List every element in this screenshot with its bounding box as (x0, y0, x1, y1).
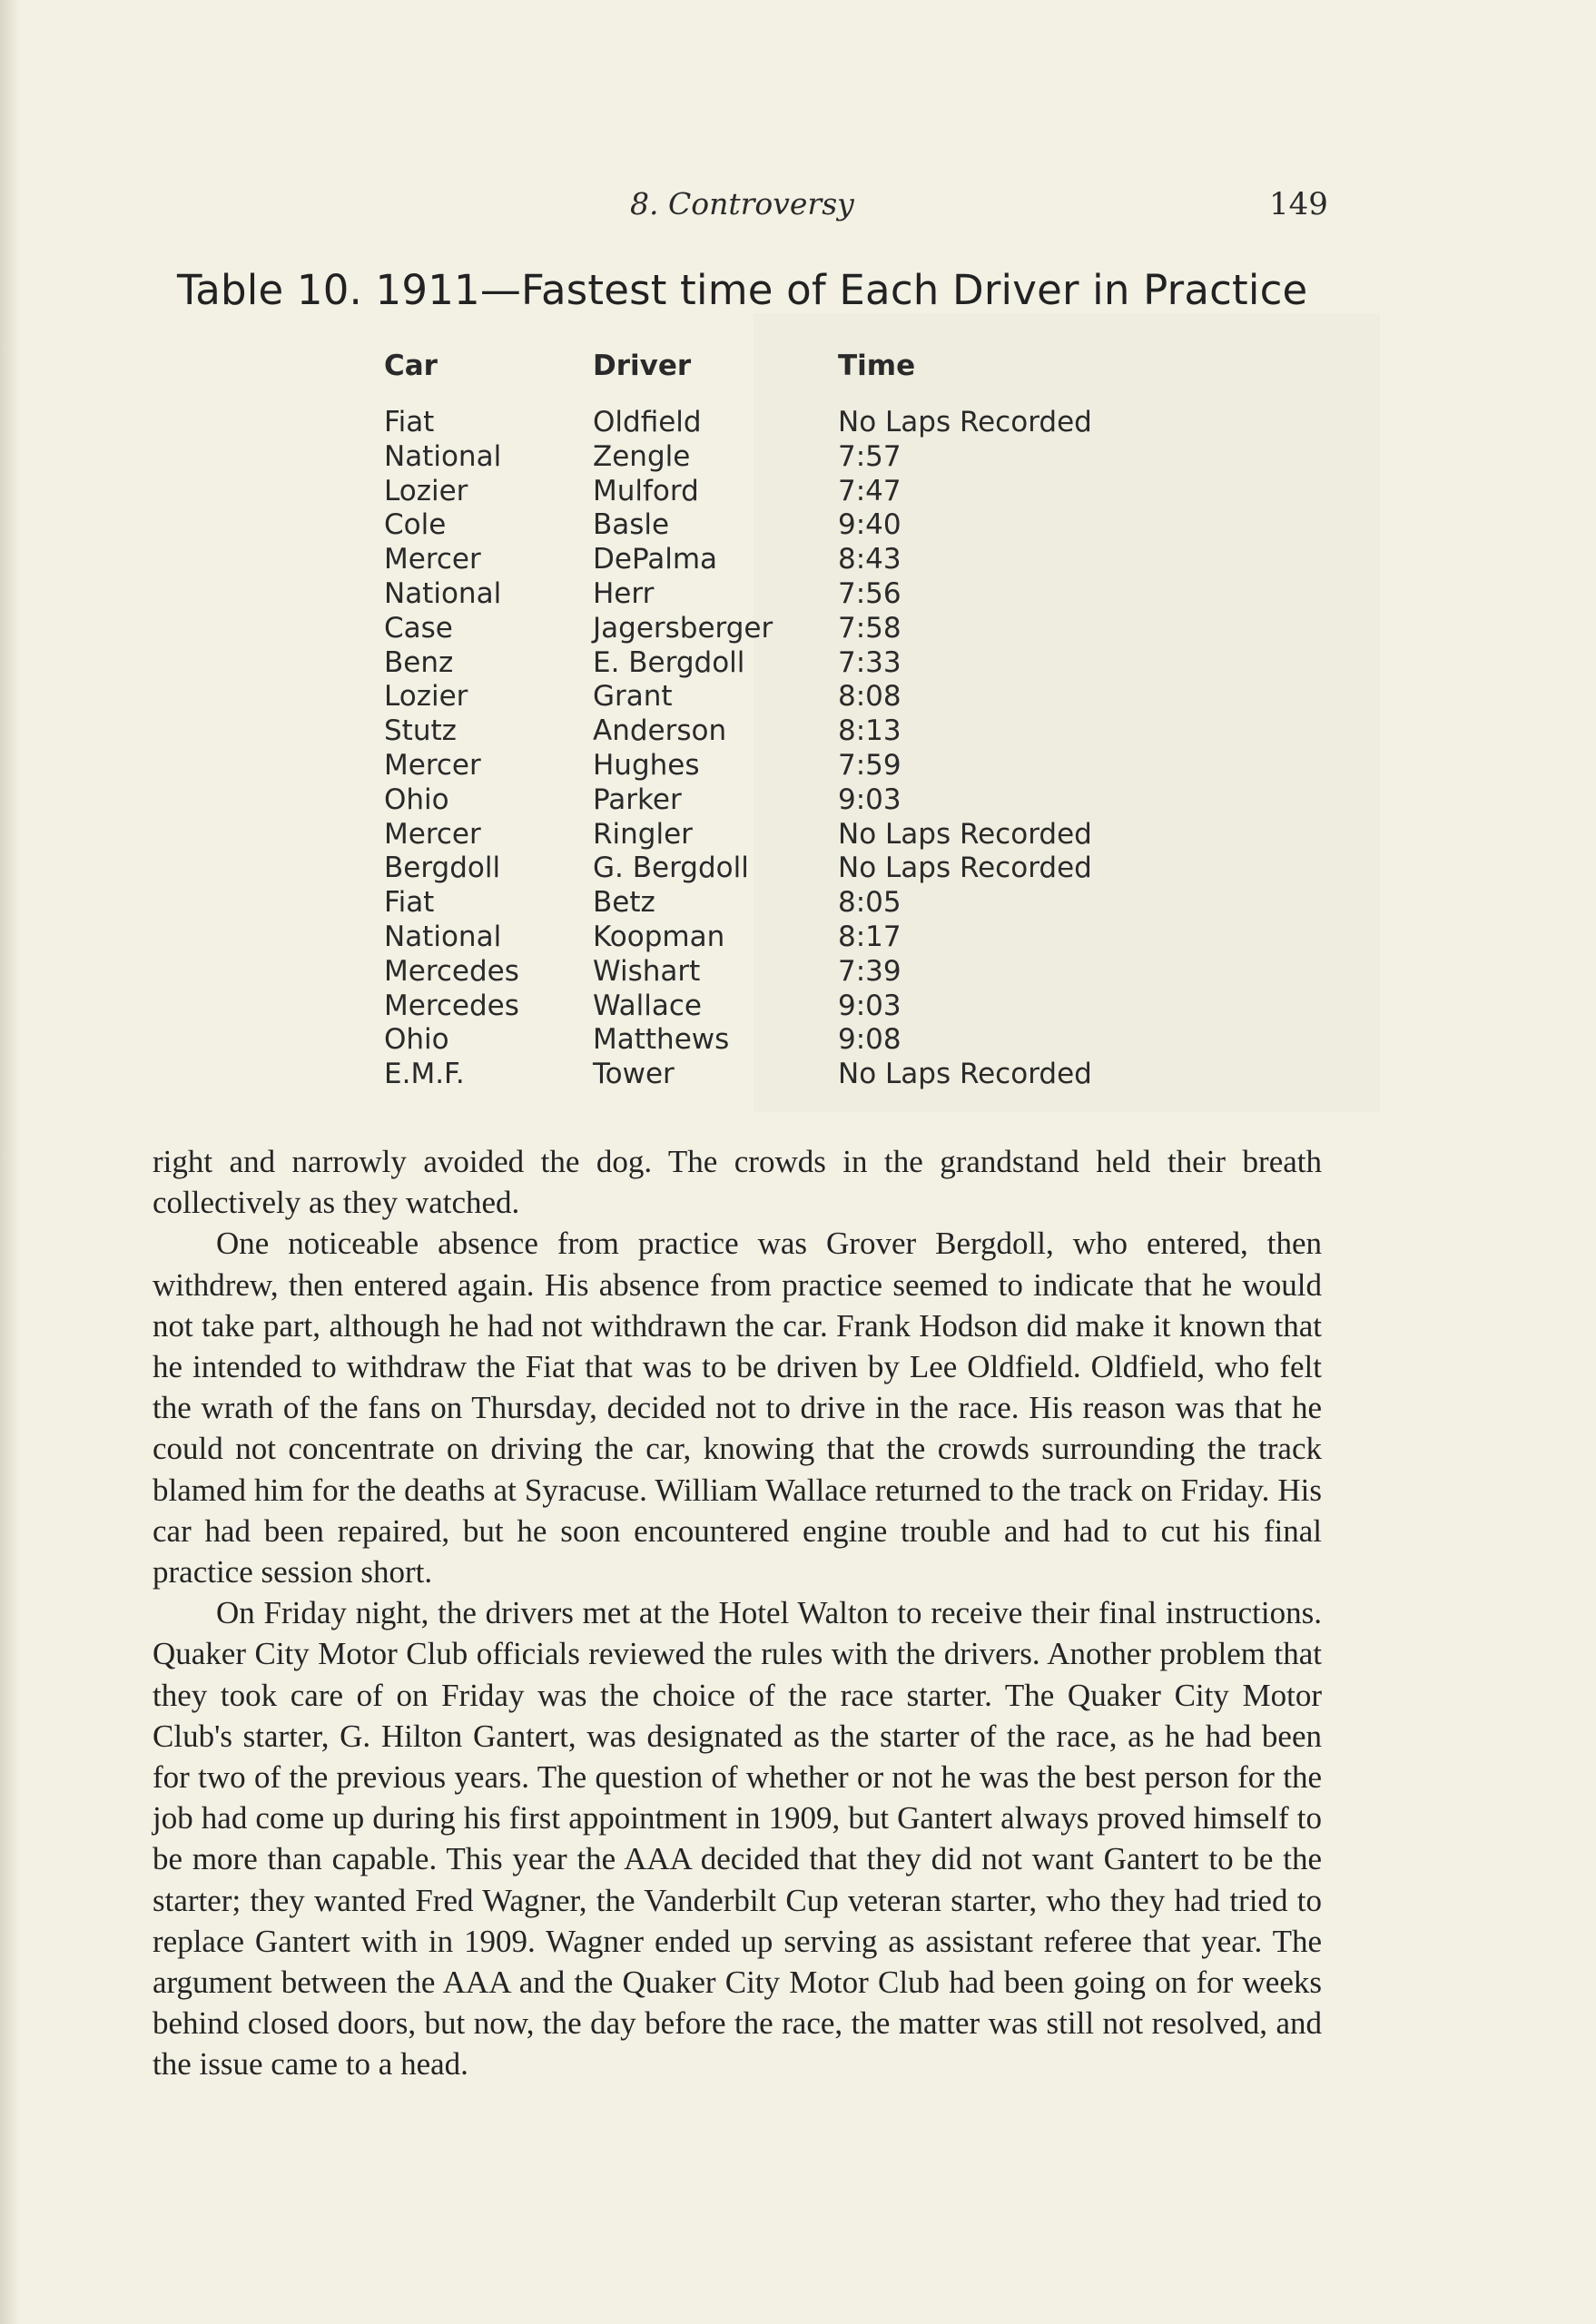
time-cell: No Laps Recorded (838, 1058, 1092, 1091)
column-header-car: Car (384, 350, 438, 382)
car-cell: Cole (384, 508, 447, 542)
car-cell: Ohio (384, 783, 449, 816)
driver-cell: Parker (593, 783, 682, 816)
time-cell: No Laps Recorded (838, 817, 1092, 851)
table-row (384, 577, 1110, 612)
running-head (0, 186, 1596, 231)
car-cell: Mercedes (384, 989, 519, 1022)
time-cell: 8:13 (838, 714, 901, 748)
driver-cell: Wallace (593, 989, 703, 1022)
driver-cell: Zengle (593, 439, 691, 473)
driver-cell: Koopman (593, 920, 725, 953)
car-cell: Mercer (384, 817, 481, 851)
page-number: 149 (1269, 186, 1328, 222)
time-cell: 9:03 (838, 989, 901, 1022)
table-row (384, 612, 1110, 646)
driver-cell: Grant (593, 680, 673, 714)
table-body (384, 406, 1110, 1092)
driver-cell: E. Bergdoll (593, 645, 745, 679)
driver-cell: Ringler (593, 817, 693, 851)
driver-cell: Wishart (593, 954, 701, 988)
car-cell: National (384, 576, 502, 610)
table-row (384, 921, 1110, 955)
time-cell: 8:08 (838, 680, 901, 714)
time-cell: 9:03 (838, 783, 901, 816)
body-text (153, 1141, 1322, 2085)
car-cell: Mercedes (384, 954, 519, 988)
driver-cell: G. Bergdoll (593, 852, 749, 885)
time-cell: 7:59 (838, 748, 901, 782)
table-row (384, 440, 1110, 475)
time-cell: 7:57 (838, 439, 901, 473)
car-cell: Lozier (384, 680, 468, 714)
time-cell: 9:08 (838, 1023, 901, 1057)
paragraph: On Friday night, the drivers met at the Hotel Walton to receive their final instructions. Quaker City Motor Club officials reviewed the rules with the drivers. Another problem that they took care of on Friday was the choice of the race starter. The Quaker City Motor Club's starter, G. Hilton Gantert, was designated as the starter of the race, as he had been for two of the previous years. The question of whether or not he was the best person for the job had come up during his first appointment in 1909, but Gantert always proved himself to be more than capable. This year the AAA decided that they did not want Gantert to be the starter; they wanted Fred Wagner, the Vanderbilt Cup veteran starter, who they had tried to replace Gantert with in 1909. Wagner ended up serving as assistant referee that year. The argument between the AAA and the Quaker City Motor Club had been going on for weeks behind closed doors, but now, the day before the race, the matter was still not resolved, and the issue came to a head. (153, 1595, 1322, 2083)
car-cell: National (384, 439, 502, 473)
car-cell: E.M.F. (384, 1058, 465, 1091)
table-row (384, 680, 1110, 714)
time-cell: 9:40 (838, 508, 901, 542)
page-gutter-shadow (0, 0, 20, 2324)
driver-cell: Hughes (593, 748, 700, 782)
paragraph-continued: right and narrowly avoided the dog. The crowds in the grandstand held their breath collectively as they watched. (153, 1144, 1322, 1221)
time-cell: 7:58 (838, 611, 901, 645)
table-row (384, 955, 1110, 990)
car-cell: Lozier (384, 474, 468, 507)
table-header-row (384, 350, 1110, 406)
car-cell: Fiat (384, 886, 435, 920)
time-cell: 7:33 (838, 645, 901, 679)
car-cell: Benz (384, 645, 454, 679)
table-row (384, 818, 1110, 852)
time-cell: No Laps Recorded (838, 406, 1092, 438)
table-row (384, 475, 1110, 509)
table-row (384, 508, 1110, 543)
table-row (384, 852, 1110, 886)
car-cell: Ohio (384, 1023, 449, 1057)
driver-cell: Betz (593, 886, 655, 920)
time-cell: 7:39 (838, 954, 901, 988)
table-row (384, 406, 1110, 440)
driver-cell: Matthews (593, 1023, 730, 1057)
car-cell: Fiat (384, 406, 435, 438)
driver-cell: DePalma (593, 543, 718, 576)
practice-times-table (384, 350, 1110, 1092)
car-cell: Case (384, 611, 453, 645)
table-row (384, 1023, 1110, 1058)
table-row (384, 783, 1110, 818)
table-row (384, 646, 1110, 681)
table-row (384, 990, 1110, 1024)
driver-cell: Oldfield (593, 406, 702, 438)
table-row (384, 714, 1110, 749)
driver-cell: Anderson (593, 714, 727, 748)
time-cell: 8:17 (838, 920, 901, 953)
table-title: Table 10. 1911—Fastest time of Each Driver in Practice (177, 266, 1308, 314)
table-row (384, 749, 1110, 783)
time-cell: 7:47 (838, 474, 901, 507)
driver-cell: Jagersberger (593, 611, 773, 645)
time-cell: No Laps Recorded (838, 852, 1092, 885)
driver-cell: Tower (593, 1058, 675, 1091)
driver-cell: Herr (593, 576, 655, 610)
driver-cell: Mulford (593, 474, 699, 507)
table-row (384, 543, 1110, 577)
car-cell: Mercer (384, 543, 481, 576)
chapter-title: 8. Controversy (630, 186, 854, 222)
car-cell: Mercer (384, 748, 481, 782)
car-cell: Bergdoll (384, 852, 501, 885)
time-cell: 7:56 (838, 576, 901, 610)
driver-cell: Basle (593, 508, 670, 542)
table-row (384, 886, 1110, 921)
paragraph: One noticeable absence from practice was Grover Bergdoll, who entered, then withdrew, then entered again. His absence from practice seemed to indicate that he would not take part, although he had not withdrawn the car. Frank Hodson did make it known that he intended to withdraw the Fiat that was to be driven by Lee Oldfield. Oldfield, who felt the wrath of the fans on Thursday, decided not to drive in the race. His reason was that he could not concentrate on driving the car, knowing that the crowds surrounding the track blamed him for the deaths at Syracuse. William Wallace returned to the track on Friday. His car had been repaired, but he soon encountered engine trouble and had to cut his final practice session short. (153, 1226, 1322, 1590)
time-cell: 8:43 (838, 543, 901, 576)
table-row (384, 1058, 1110, 1092)
column-header-driver: Driver (593, 350, 692, 382)
column-header-time: Time (838, 350, 916, 382)
car-cell: Stutz (384, 714, 457, 748)
car-cell: National (384, 920, 502, 953)
time-cell: 8:05 (838, 886, 901, 920)
